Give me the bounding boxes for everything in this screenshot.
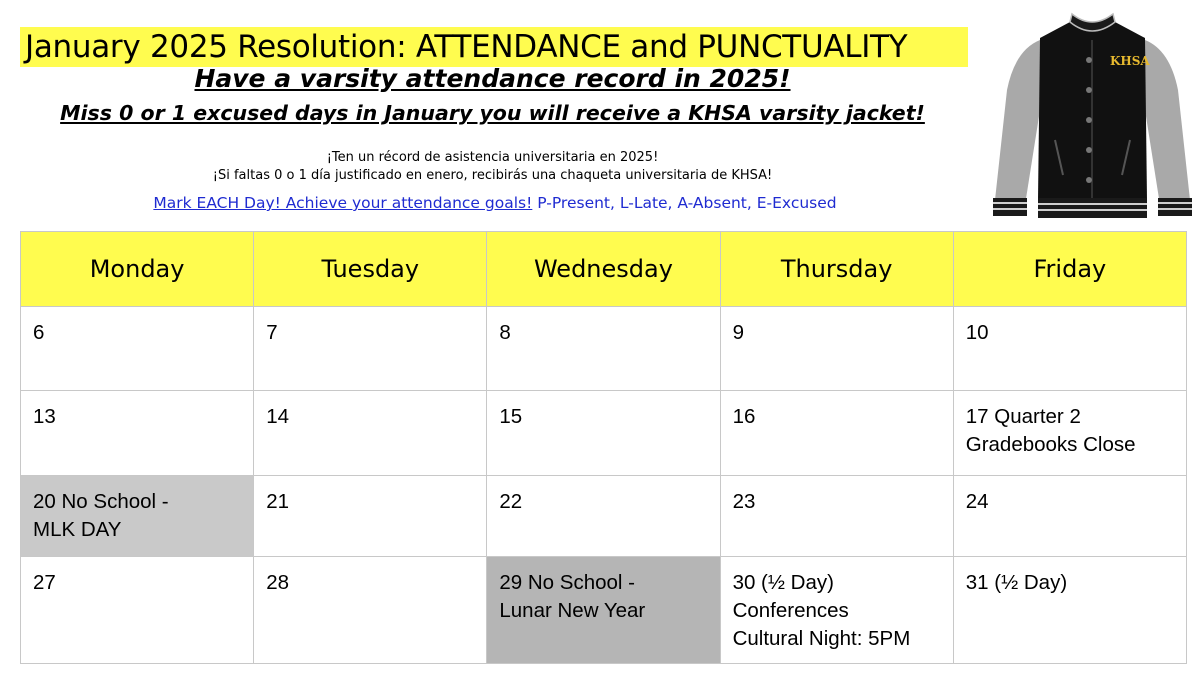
- day-cell[interactable]: 6: [21, 307, 254, 391]
- mark-each-day-link[interactable]: Mark EACH Day! Achieve your attendance goals!: [153, 194, 533, 212]
- header-wednesday: Wednesday: [487, 232, 720, 307]
- day-cell[interactable]: 28: [254, 557, 487, 664]
- header-friday: Friday: [953, 232, 1186, 307]
- week-row: [21, 557, 1187, 664]
- jacket-offer: Miss 0 or 1 excused days in January you will receive a KHSA varsity jacket!: [60, 101, 925, 125]
- attendance-calendar: [20, 231, 1187, 664]
- day-cell[interactable]: 7: [254, 307, 487, 391]
- day-cell[interactable]: 24: [953, 475, 1186, 556]
- week-row: [21, 307, 1187, 391]
- day-cell[interactable]: 22: [487, 475, 720, 556]
- spanish-line-2: ¡Si faltas 0 o 1 día justificado en enero, recibirás una chaqueta universitaria de KHSA!: [212, 168, 773, 183]
- day-cell[interactable]: 23: [720, 475, 953, 556]
- day-cell-gradebooks-close[interactable]: 17 Quarter 2 Gradebooks Close: [953, 391, 1186, 475]
- header-tuesday: Tuesday: [254, 232, 487, 307]
- day-cell[interactable]: 8: [487, 307, 720, 391]
- day-cell-conferences[interactable]: 30 (½ Day) Conferences Cultural Night: 5PM: [720, 557, 953, 664]
- page-title: January 2025 Resolution: ATTENDANCE and PUNCTUALITY: [20, 27, 968, 67]
- header-thursday: Thursday: [720, 232, 953, 307]
- week-row: [21, 391, 1187, 475]
- day-cell-no-school-mlk[interactable]: 20 No School - MLK DAY: [21, 475, 254, 556]
- mark-instructions: [0, 194, 990, 212]
- attendance-legend: P-Present, L-Late, A-Absent, E-Excused: [537, 194, 837, 212]
- day-cell[interactable]: 14: [254, 391, 487, 475]
- header-monday: Monday: [21, 232, 254, 307]
- subtitle: Have a varsity attendance record in 2025!: [194, 64, 791, 93]
- spanish-line-1: ¡Ten un récord de asistencia universitaria en 2025!: [326, 150, 659, 165]
- day-cell-half-day[interactable]: 31 (½ Day): [953, 557, 1186, 664]
- day-cell[interactable]: 9: [720, 307, 953, 391]
- day-cell[interactable]: 21: [254, 475, 487, 556]
- weekday-header-row: [21, 232, 1187, 307]
- day-cell[interactable]: 10: [953, 307, 1186, 391]
- day-cell[interactable]: 15: [487, 391, 720, 475]
- varsity-jacket-image: [985, 0, 1200, 228]
- khsa-logo-text: KHSA: [1110, 54, 1150, 68]
- week-row: [21, 475, 1187, 556]
- day-cell[interactable]: 27: [21, 557, 254, 664]
- day-cell[interactable]: 13: [21, 391, 254, 475]
- day-cell[interactable]: 16: [720, 391, 953, 475]
- day-cell-no-school-lunar-new-year[interactable]: 29 No School - Lunar New Year: [487, 557, 720, 664]
